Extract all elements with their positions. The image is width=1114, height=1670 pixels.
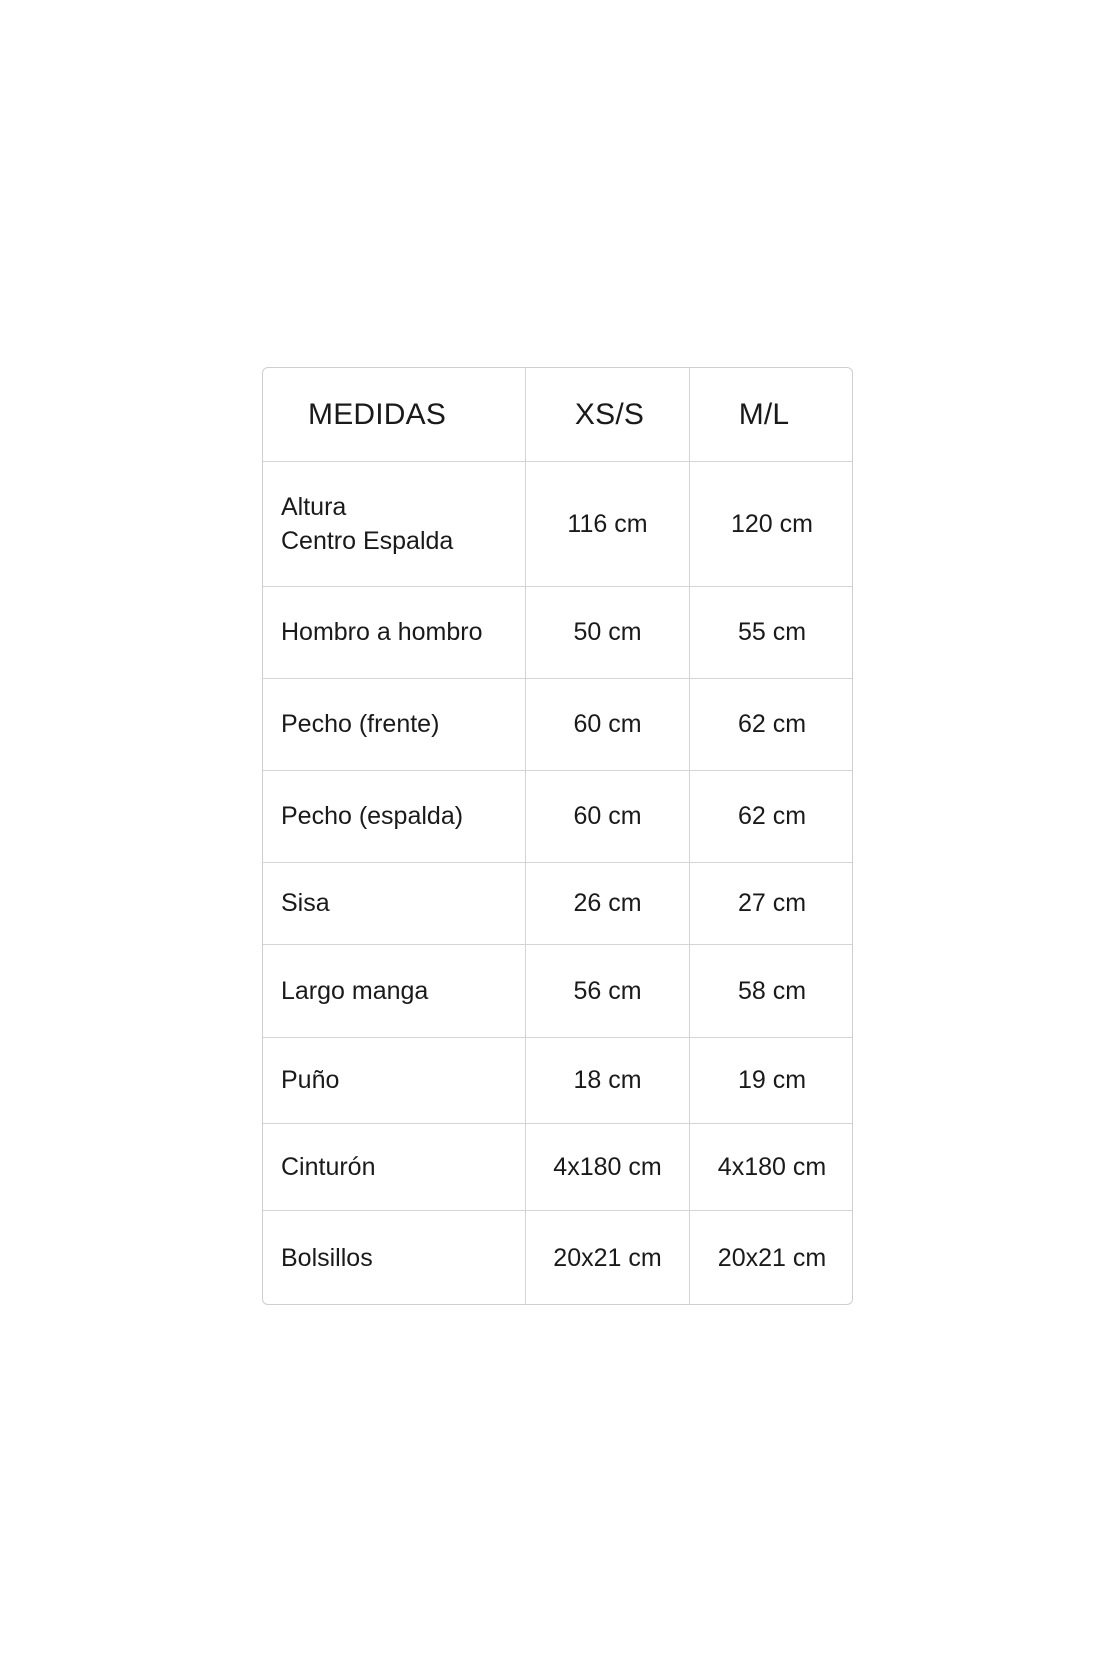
header-size-xs-s: XS/S — [526, 368, 690, 461]
row-label: Cinturón — [263, 1124, 526, 1210]
size-chart-table — [262, 367, 853, 1305]
row-label-line-1: Altura — [281, 493, 347, 521]
row-value-m-l: 4x180 cm — [717, 1152, 827, 1181]
table-row — [263, 863, 852, 945]
row-value-xs-s: 18 cm — [526, 1038, 690, 1123]
table-row — [263, 1124, 852, 1211]
row-value-xs-s: 56 cm — [526, 945, 690, 1037]
row-value-xs-s: 60 cm — [526, 679, 690, 770]
row-value-m-l: 62 cm — [737, 710, 807, 738]
row-value-xs-s: 20x21 cm — [526, 1211, 690, 1305]
row-value-m-l: 55 cm — [737, 618, 807, 646]
header-size-m-l: M/L — [738, 397, 790, 431]
row-label: Puño — [263, 1038, 526, 1123]
row-value-m-l: 62 cm — [737, 802, 807, 830]
table-row — [263, 462, 852, 587]
row-value-xs-s: 116 cm — [526, 462, 690, 586]
row-label: Sisa — [263, 863, 526, 944]
row-value-xs-s: 60 cm — [526, 771, 690, 862]
row-value-xs-s: 50 cm — [526, 587, 690, 678]
table-row — [263, 771, 852, 863]
table-header-row — [263, 368, 852, 462]
row-label: Hombro a hombro — [263, 587, 526, 678]
row-value-m-l: 19 cm — [737, 1066, 807, 1094]
row-value-m-l: 27 cm — [737, 889, 807, 917]
row-label — [263, 462, 526, 586]
header-measure-label: MEDIDAS — [263, 368, 526, 461]
table-row — [263, 945, 852, 1038]
row-value-m-l: 20x21 cm — [717, 1244, 827, 1272]
row-label: Pecho (frente) — [263, 679, 526, 770]
row-value-xs-s: 4x180 cm — [526, 1124, 690, 1210]
row-value-m-l: 58 cm — [737, 976, 807, 1005]
table-row — [263, 587, 852, 679]
row-label: Bolsillos — [263, 1211, 526, 1305]
row-label: Pecho (espalda) — [263, 771, 526, 862]
table-row — [263, 1211, 852, 1305]
row-label-line-2: Centro Espalda — [281, 527, 454, 555]
row-value-m-l: 120 cm — [731, 509, 813, 538]
row-value-xs-s: 26 cm — [526, 863, 690, 944]
table-row — [263, 679, 852, 771]
table-row — [263, 1038, 852, 1124]
row-label: Largo manga — [263, 945, 526, 1037]
